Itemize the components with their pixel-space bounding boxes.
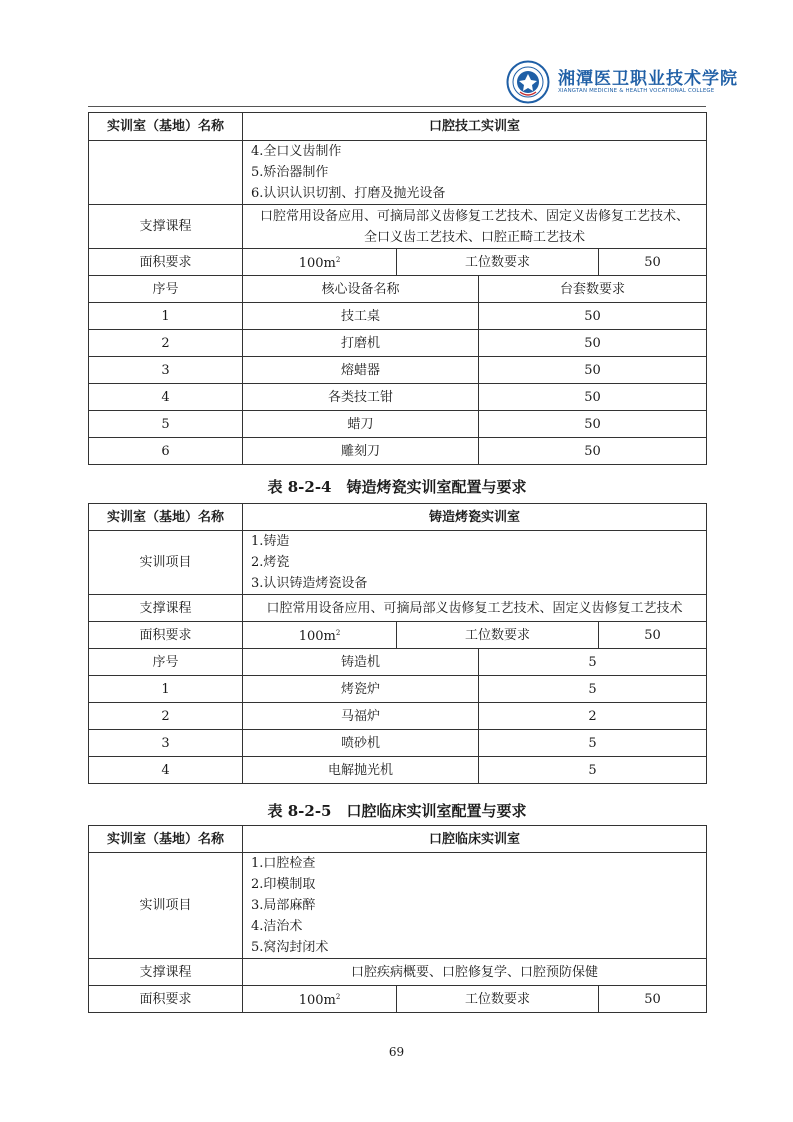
project-item: 4.洁治术 [251,919,303,934]
table-row: 3 喷砂机 5 [89,730,707,757]
training-projects [243,141,707,205]
station-label: 工位数要求 [397,249,599,276]
training-projects [243,531,707,595]
table-row: 序号 铸造机 5 [89,649,707,676]
oral-clinical-lab-table [88,825,707,1013]
school-logo [506,60,738,106]
project-item: 5.矫治器制作 [251,165,329,180]
col-header-count: 台套数要求 [479,276,707,303]
project-item: 2.烤瓷 [251,555,290,570]
course-label: 支撑课程 [89,205,243,249]
area-value: $100m^2$ [243,249,397,276]
school-seal-icon [506,60,550,104]
station-label: 工位数要求 [397,986,599,1013]
project-item: 5.窝沟封闭术 [251,940,329,955]
project-label: 实训项目 [89,853,243,959]
table-row: 3 熔蜡器 50 [89,357,707,384]
project-item: 6.认识认识切割、打磨及抛光设备 [251,186,446,201]
course-value: 口腔常用设备应用、可摘局部义齿修复工艺技术、固定义齿修复工艺技术 [243,595,707,622]
oral-technician-lab-table [88,112,707,465]
table-row: 5 蜡刀 50 [89,411,707,438]
course-value: 口腔疾病概要、口腔修复学、口腔预防保健 [243,959,707,986]
area-label: 面积要求 [89,622,243,649]
lab-name-label: 实训室（基地）名称 [89,826,243,853]
course-value [243,205,707,249]
area-value: $100m^2$ [243,622,397,649]
table-row: 2 打磨机 50 [89,330,707,357]
table-row: 2 马福炉 2 [89,703,707,730]
lab-name-value: 口腔技工实训室 [243,113,707,141]
area-label: 面积要求 [89,986,243,1013]
lab-name-value: 铸造烤瓷实训室 [243,504,707,531]
course-line: 口腔常用设备应用、可摘局部义齿修复工艺技术、固定义齿修复工艺技术、 [260,208,690,224]
station-label: 工位数要求 [397,622,599,649]
table-caption: 表 8-2-5 口腔临床实训室配置与要求 [267,802,527,820]
page-header [88,60,738,110]
course-label: 支撑课程 [89,595,243,622]
project-item: 3.局部麻醉 [251,898,316,913]
area-value: $100m^2$ [243,986,397,1013]
table-caption: 表 8-2-4 铸造烤瓷实训室配置与要求 [267,478,527,496]
project-item: 3.认识铸造烤瓷设备 [251,576,368,591]
lab-name-value: 口腔临床实训室 [243,826,707,853]
station-value: 50 [599,622,707,649]
project-label: 实训项目 [89,531,243,595]
page-number: 69 [388,1045,405,1059]
training-projects [243,853,707,959]
lab-name-label: 实训室（基地）名称 [89,504,243,531]
casting-porcelain-lab-table [88,503,707,784]
course-label: 支撑课程 [89,959,243,986]
project-label-cell [89,141,243,205]
project-item: 1.铸造 [251,534,290,549]
table-row: 1 技工桌 50 [89,303,707,330]
table-row: 4 各类技工钳 50 [89,384,707,411]
table-row: 6 雕刻刀 50 [89,438,707,465]
table-row: 4 电解抛光机 5 [89,757,707,784]
project-item: 4.全口义齿制作 [251,144,342,159]
project-item: 1.口腔检查 [251,856,316,871]
table-row: 1 烤瓷炉 5 [89,676,707,703]
school-name-en: XIANGTAN MEDICINE & HEALTH VOCATIONAL COLLEGE [558,88,715,94]
col-header-no: 序号 [89,276,243,303]
school-name: 湘潭医卫职业技术学院 [558,69,738,89]
station-value: 50 [599,249,707,276]
station-value: 50 [599,986,707,1013]
lab-name-label: 实训室（基地）名称 [89,113,243,141]
col-header-equipment: 核心设备名称 [243,276,479,303]
area-label: 面积要求 [89,249,243,276]
header-divider [88,106,706,107]
course-line: 全口义齿工艺技术、口腔正畸工艺技术 [364,229,586,245]
project-item: 2.印模制取 [251,877,316,892]
